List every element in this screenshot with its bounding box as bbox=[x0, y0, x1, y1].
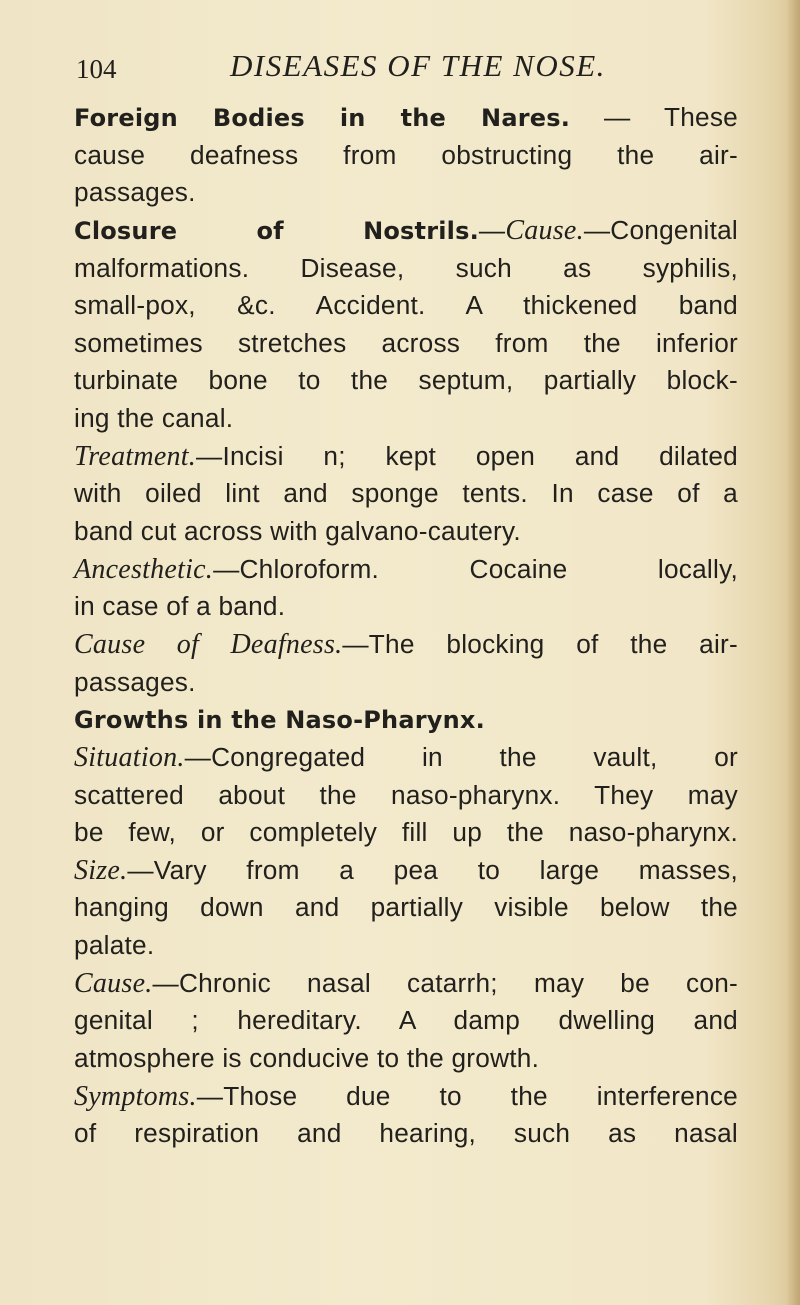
text-line bbox=[74, 174, 738, 212]
subheading: Size. bbox=[74, 854, 128, 886]
text-line bbox=[74, 212, 738, 250]
text-line bbox=[74, 99, 738, 137]
subheading: Cause of Deafness. bbox=[74, 628, 343, 660]
subheading: Cause. bbox=[505, 214, 584, 246]
section-heading: Foreign Bodies in the Nares. bbox=[74, 104, 571, 132]
body-text-span: —Incisi n; kept open and dilated bbox=[196, 440, 738, 471]
text-line bbox=[74, 1115, 738, 1153]
text-line bbox=[74, 626, 738, 664]
text-line bbox=[74, 287, 738, 325]
text-line bbox=[74, 1002, 738, 1040]
body-text-span: small-pox, &c. Accident. A thickened band bbox=[74, 290, 738, 321]
body-text-span: ing the canal. bbox=[74, 403, 234, 434]
text-line bbox=[74, 965, 738, 1003]
body-text-span: malformations. Disease, such as syphilis, bbox=[74, 252, 738, 283]
body-text-span: — These bbox=[570, 102, 738, 132]
subheading: Cause. bbox=[74, 967, 153, 999]
text-line bbox=[74, 777, 738, 815]
text-line bbox=[74, 664, 738, 702]
body-text-span: passages. bbox=[74, 666, 196, 697]
text-line bbox=[74, 475, 738, 513]
body-text-span: genital ; hereditary. A damp dwelling and bbox=[74, 1005, 738, 1036]
text-line bbox=[74, 814, 738, 852]
body-text-span: —Congregated in the vault, or bbox=[184, 741, 738, 772]
text-line bbox=[74, 927, 738, 965]
body-text bbox=[74, 99, 738, 1153]
body-text-span: cause deafness from obstructing the air- bbox=[74, 139, 738, 170]
body-text-span: —Chronic nasal catarrh; may be con- bbox=[152, 967, 738, 998]
body-text-span: —Vary from a pea to large masses, bbox=[127, 854, 738, 885]
body-text-span: of respiration and hearing, such as nasal bbox=[74, 1118, 738, 1149]
text-line bbox=[74, 551, 738, 589]
page-header bbox=[76, 48, 736, 92]
page-edge-shadow bbox=[786, 0, 800, 1305]
text-line bbox=[74, 438, 738, 476]
text-line bbox=[74, 1078, 738, 1116]
body-text-span: turbinate bone to the septum, partially block- bbox=[74, 365, 738, 396]
body-text-span: —The blocking of the air- bbox=[342, 628, 738, 659]
text-line bbox=[74, 362, 738, 400]
body-text-span: passages. bbox=[74, 177, 196, 208]
body-text-span: scattered about the naso-pharynx. They may bbox=[74, 779, 738, 810]
text-line bbox=[74, 513, 738, 551]
text-line bbox=[74, 325, 738, 363]
body-text-span: be few, or completely fill up the naso-pharynx. bbox=[74, 817, 738, 848]
text-line bbox=[74, 701, 738, 739]
body-text-span: in case of a band. bbox=[74, 591, 286, 622]
text-line bbox=[74, 137, 738, 175]
body-text-span: hanging down and partially visible below the bbox=[74, 892, 738, 923]
body-text-span: —Those due to the interference bbox=[196, 1080, 738, 1111]
text-line bbox=[74, 889, 738, 927]
body-text-span: palate. bbox=[74, 930, 155, 961]
body-text-span: sometimes stretches across from the inferior bbox=[74, 327, 738, 358]
text-line bbox=[74, 852, 738, 890]
page-number: 104 bbox=[76, 54, 117, 84]
subheading: Ancesthetic. bbox=[74, 553, 214, 585]
body-text-span: —Chloroform. Cocaine locally, bbox=[213, 553, 738, 584]
section-heading: Closure of Nostrils. bbox=[74, 216, 479, 245]
subheading: Situation. bbox=[74, 741, 185, 773]
text-line bbox=[74, 1040, 738, 1078]
body-text-span: —Congenital bbox=[583, 214, 738, 245]
text-line bbox=[74, 739, 738, 777]
body-text-span: atmosphere is conducive to the growth. bbox=[74, 1043, 540, 1074]
body-text-span: — bbox=[478, 214, 506, 245]
text-line bbox=[74, 400, 738, 438]
body-text-span: band cut across with galvano-cautery. bbox=[74, 516, 521, 547]
subheading: Symptoms. bbox=[74, 1080, 197, 1112]
running-title: DISEASES OF THE NOSE. bbox=[230, 48, 606, 83]
subheading: Treatment. bbox=[74, 440, 197, 472]
section-heading: Growths in the Naso-Pharynx. bbox=[74, 706, 485, 735]
text-line bbox=[74, 250, 738, 288]
text-line bbox=[74, 588, 738, 626]
body-text-span: with oiled lint and sponge tents. In case of a bbox=[74, 478, 738, 509]
